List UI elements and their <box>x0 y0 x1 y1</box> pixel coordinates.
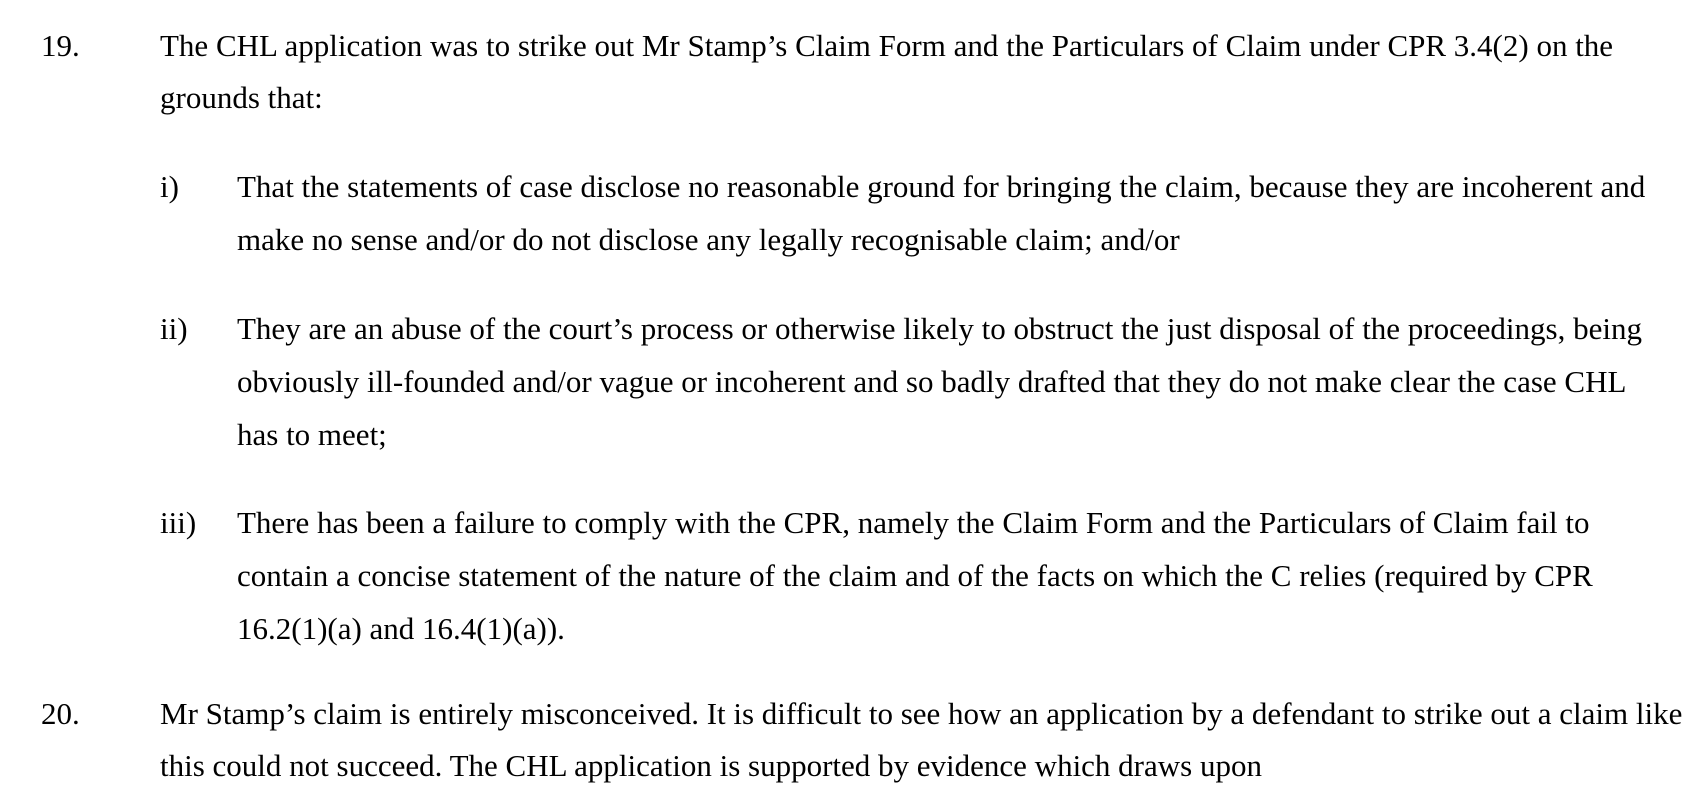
subitem-text: There has been a failure to comply with the CPR, namely the Claim Form and the Particulars of Claim fail to contain a concise statement of the nature of the claim and of the facts on which the C relies (required by CPR 16.2(1)(a) and 16.4(1)(a)). <box>237 505 1593 646</box>
subitem-text: They are an abuse of the court’s process or otherwise likely to obstruct the just disposal of the proceedings, being obviously ill-founded and/or vague or incoherent and so badly drafted that they do not make clear the case CHL has to meet; <box>237 311 1642 452</box>
paragraph-text: The CHL application was to strike out Mr Stamp’s Claim Form and the Particulars of Claim under CPR 3.4(2) on the grounds that: <box>160 28 1614 115</box>
subitem-label: ii) <box>160 311 188 346</box>
paragraph-text: Mr Stamp’s claim is entirely misconceived. It is difficult to see how an application by a defendant to strike out a claim like this could not succeed. The CHL application is supported by evidence which draws upon <box>160 696 1683 783</box>
subitem-label: iii) <box>160 505 197 540</box>
paragraph-number: 19. <box>41 28 80 63</box>
subitem-text: That the statements of case disclose no reasonable ground for bringing the claim, because they are incoherent and make no sense and/or do not disclose any legally recognisable claim; and/or <box>237 169 1646 257</box>
paragraph-number: 20. <box>41 696 80 731</box>
subitem-label: i) <box>160 169 179 204</box>
